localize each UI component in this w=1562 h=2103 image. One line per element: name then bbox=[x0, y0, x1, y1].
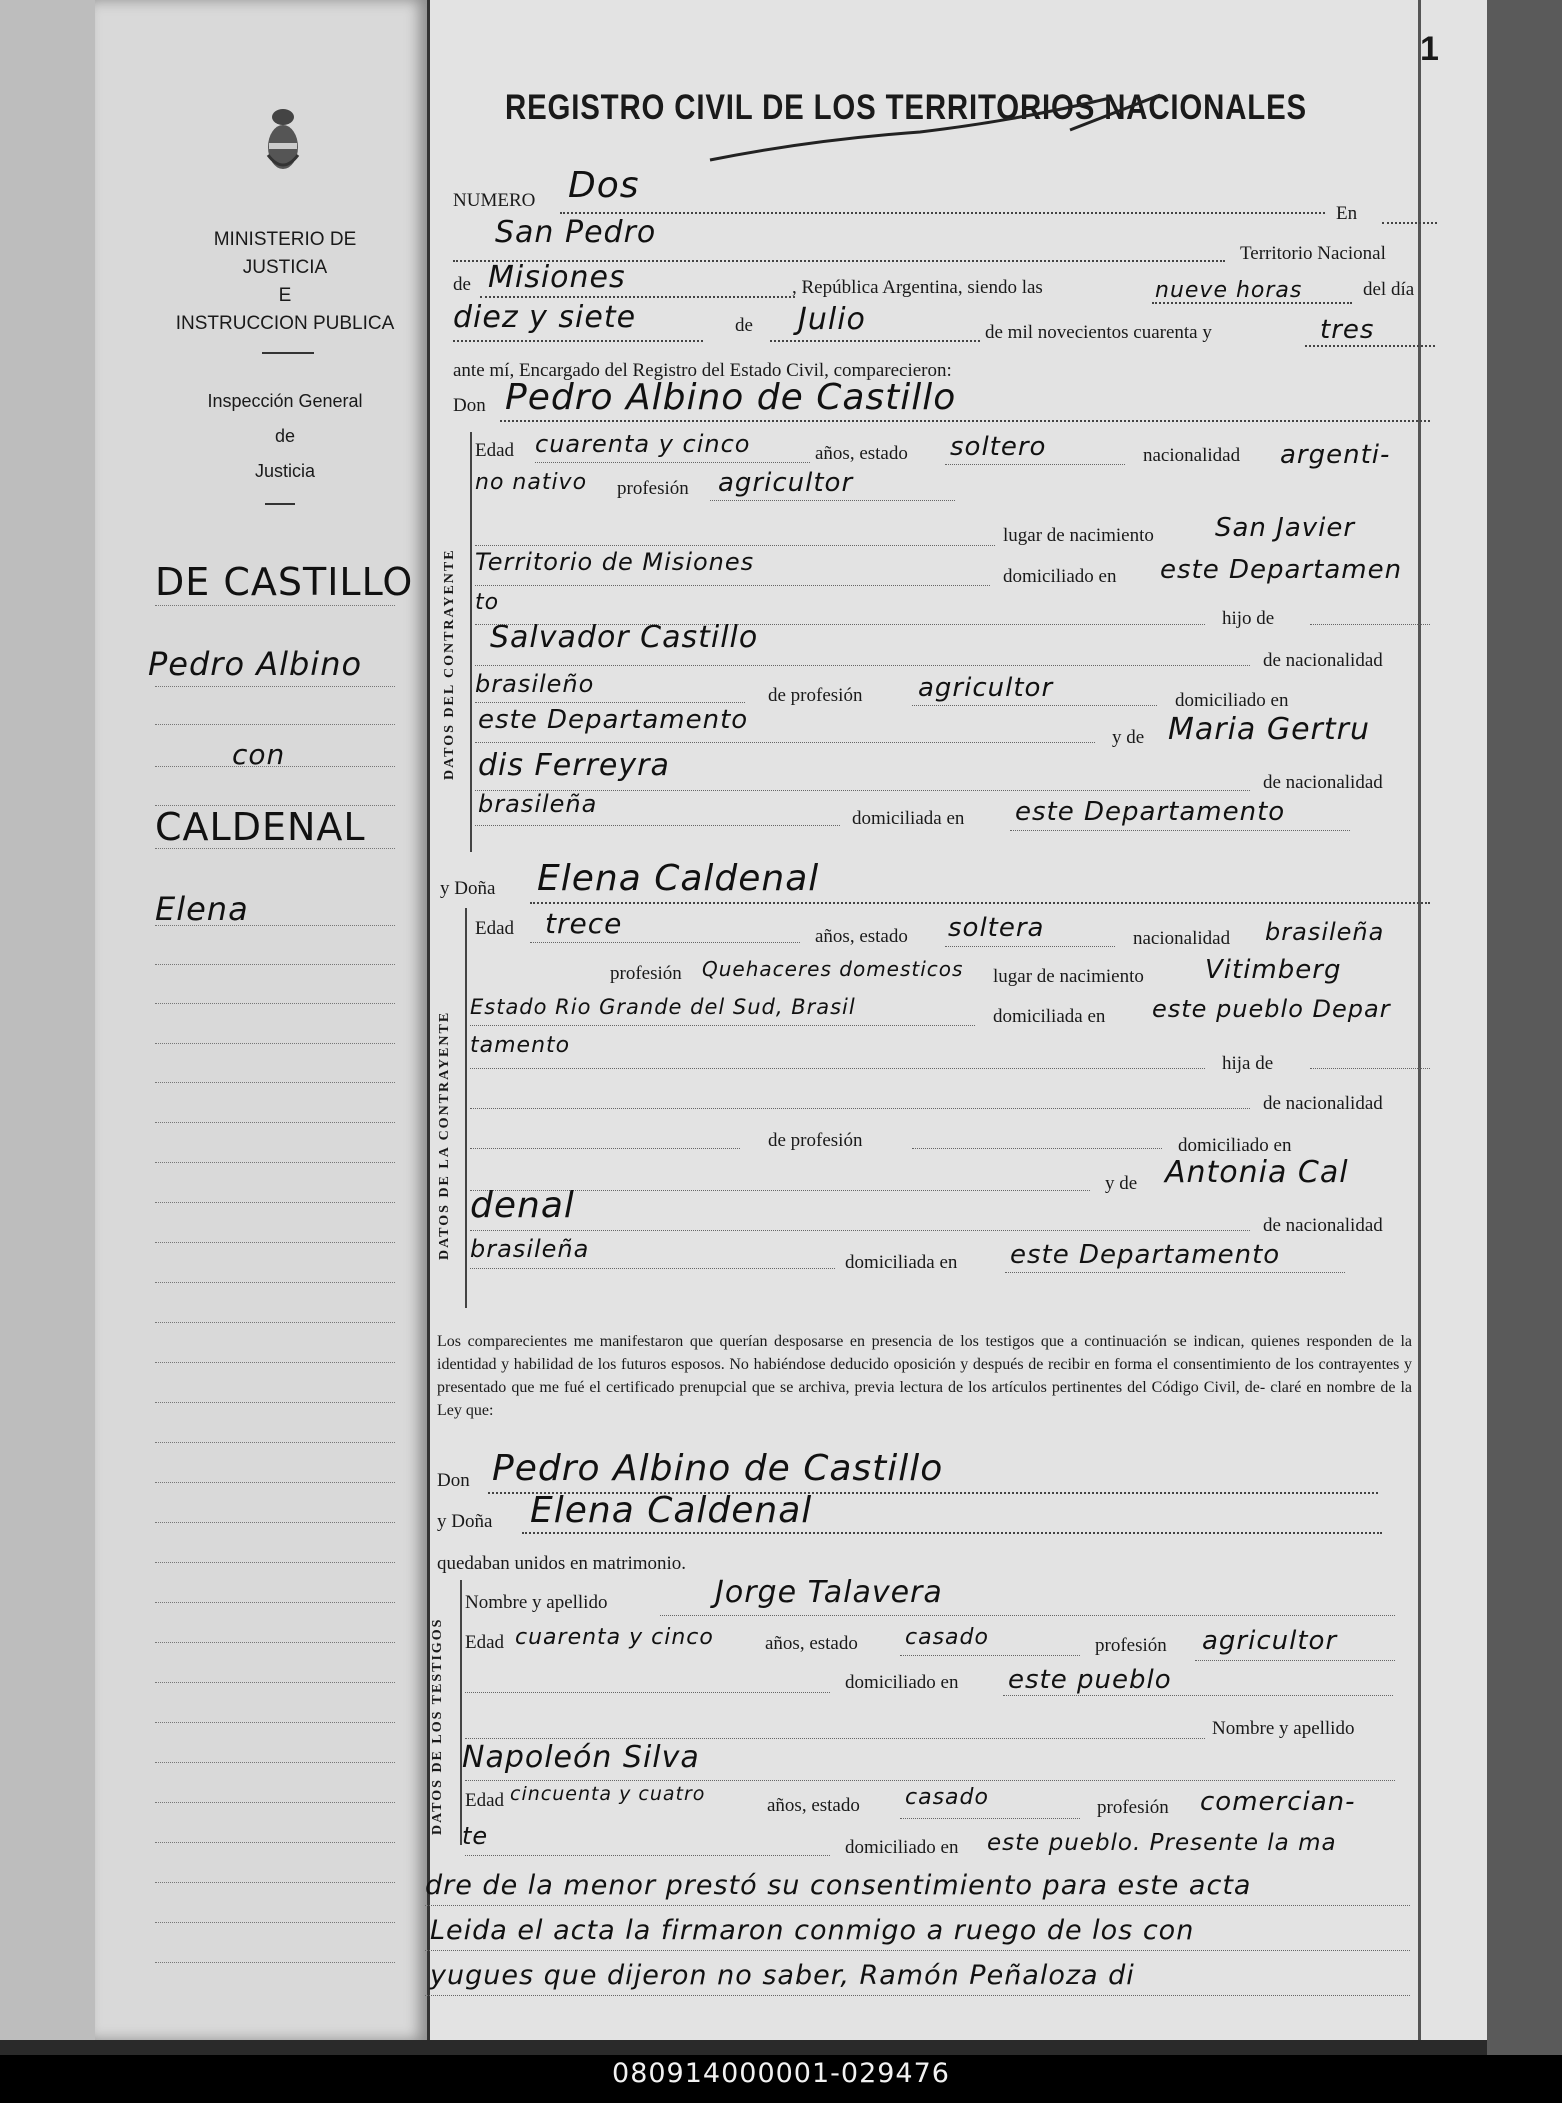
fill-line bbox=[465, 1738, 1205, 1739]
margin-line bbox=[155, 1282, 395, 1283]
section-label-contrayenta: DATOS DE LA CONTRAYENTE bbox=[437, 1010, 452, 1260]
lugar-value: San Pedro bbox=[495, 215, 657, 250]
groom-father-domicile: este Departamento bbox=[478, 705, 749, 735]
groom-nationality-cont: no nativo bbox=[475, 470, 588, 495]
ministry-line: E bbox=[278, 285, 292, 306]
don-label: Don bbox=[437, 1470, 470, 1491]
margin-line bbox=[155, 1922, 395, 1923]
fill-line bbox=[475, 585, 990, 586]
union-bride: Elena Caldenal bbox=[530, 1490, 813, 1531]
fill-line bbox=[470, 1108, 1250, 1109]
groom-mother: Maria Gertru bbox=[1168, 712, 1371, 747]
margin-line bbox=[155, 605, 395, 606]
don-label: Don bbox=[453, 395, 486, 416]
margin-line bbox=[155, 1962, 395, 1963]
margin-line bbox=[155, 1842, 395, 1843]
groom-profession: agricultor bbox=[718, 468, 854, 498]
witness1-domicile: este pueblo bbox=[1008, 1665, 1172, 1695]
groom-father-nationality: brasileño bbox=[475, 670, 595, 698]
republica-label: , República Argentina, siendo las bbox=[792, 277, 1043, 298]
domiciliada-label: domiciliada en bbox=[852, 808, 965, 829]
fill-line bbox=[660, 1615, 1395, 1616]
dona-label: y Doña bbox=[437, 1511, 493, 1532]
bride-birthplace: Vitimberg bbox=[1205, 955, 1342, 985]
fill-line bbox=[912, 1148, 1162, 1149]
fill-line bbox=[912, 705, 1157, 706]
anos-estado-label: años, estado bbox=[765, 1633, 858, 1654]
margin-line bbox=[155, 1362, 395, 1363]
fill-line bbox=[1195, 1660, 1395, 1661]
domiciliado-label: domiciliado en bbox=[1175, 690, 1289, 711]
fill-line bbox=[1005, 1272, 1345, 1273]
fill-line bbox=[500, 420, 1430, 422]
groom-mother-nationality: brasileña bbox=[478, 790, 598, 818]
margin-line bbox=[155, 1162, 395, 1163]
bride-mother: Antonia Cal bbox=[1165, 1155, 1349, 1190]
margin-line bbox=[155, 686, 395, 687]
closing-line: yugues que dijeron no saber, Ramón Peñaloza di bbox=[430, 1960, 1135, 1991]
domiciliado-label: domiciliado en bbox=[1178, 1135, 1292, 1156]
witness1-age: cuarenta y cinco bbox=[515, 1625, 714, 1650]
groom-birthplace: San Javier bbox=[1215, 513, 1356, 543]
document-title: REGISTRO CIVIL DE LOS TERRITORIOS NACIONALES bbox=[505, 88, 1307, 127]
groom-age: cuarenta y cinco bbox=[535, 430, 751, 458]
witness2-domicile: este pueblo. Presente la ma bbox=[987, 1830, 1337, 1856]
edad-label: Edad bbox=[465, 1790, 505, 1811]
margin-line bbox=[155, 1762, 395, 1763]
edad-label: Edad bbox=[475, 440, 515, 461]
margin-line bbox=[155, 1043, 395, 1044]
bride-mother-domicile: este Departamento bbox=[1010, 1240, 1281, 1270]
groom-domicile: este Departamen bbox=[1160, 555, 1403, 585]
witness1-profession: agricultor bbox=[1202, 1626, 1338, 1656]
margin-line bbox=[155, 1802, 395, 1803]
edad-label: Edad bbox=[465, 1632, 505, 1653]
divider bbox=[265, 503, 295, 505]
page-number: 1 bbox=[1420, 30, 1439, 68]
domiciliado-label: domiciliado en bbox=[845, 1837, 959, 1858]
ante-label: ante mí, Encargado del Registro del Estado Civil, comparecieron: bbox=[453, 360, 952, 381]
section-bracket bbox=[470, 432, 472, 852]
margin-line bbox=[155, 1682, 395, 1683]
groom-mother-cont: dis Ferreyra bbox=[478, 748, 670, 783]
quedaban-label: quedaban unidos en matrimonio. bbox=[437, 1553, 687, 1574]
lugar-nac-label: lugar de nacimiento bbox=[993, 966, 1144, 987]
fill-line bbox=[900, 1655, 1080, 1656]
bride-profession: Quehaceres domesticos bbox=[702, 957, 964, 981]
groom-name: Pedro Albino de Castillo bbox=[505, 377, 957, 418]
margin-line bbox=[155, 1562, 395, 1563]
bride-domicile: este pueblo Depar bbox=[1152, 995, 1391, 1023]
left-page-edge bbox=[0, 0, 95, 2040]
fill-line bbox=[530, 902, 1430, 904]
fill-line bbox=[1152, 302, 1352, 304]
ministry-heading bbox=[170, 226, 400, 338]
nacionalidad-label: nacionalidad bbox=[1133, 928, 1231, 949]
fill-line bbox=[475, 702, 745, 703]
union-groom: Pedro Albino de Castillo bbox=[492, 1448, 944, 1489]
title-pen-stroke bbox=[690, 90, 1190, 170]
fill-line bbox=[1003, 1695, 1393, 1696]
inspection-line: de bbox=[274, 426, 296, 446]
margin-line bbox=[155, 1482, 395, 1483]
fill-line bbox=[900, 1818, 1080, 1819]
anos-estado-label: años, estado bbox=[815, 443, 908, 464]
witness1-name: Jorge Talavera bbox=[715, 1575, 943, 1610]
profesion-label: profesión bbox=[1095, 1635, 1167, 1656]
nombre-apellido-label: Nombre y apellido bbox=[1212, 1718, 1355, 1739]
inspection-line: Inspección General bbox=[207, 391, 363, 411]
margin-line bbox=[155, 766, 395, 767]
inspection-line: Justicia bbox=[254, 461, 316, 481]
document-id: 080914000001-029476 bbox=[612, 2058, 950, 2089]
anio-value: tres bbox=[1320, 315, 1375, 345]
closing-line: dre de la menor prestó su consentimiento para este acta bbox=[425, 1870, 1252, 1901]
section-bracket bbox=[465, 908, 467, 1308]
ministry-line: MINISTERIO DE JUSTICIA bbox=[213, 229, 357, 278]
margin-name-bride: Elena bbox=[155, 890, 249, 928]
fill-line bbox=[465, 1692, 830, 1693]
horas-value: nueve horas bbox=[1155, 278, 1303, 303]
margin-name-groom: Pedro Albino bbox=[148, 645, 363, 683]
bride-age: trece bbox=[545, 907, 623, 940]
fill-line bbox=[470, 1268, 835, 1269]
fill-line bbox=[945, 464, 1125, 465]
fill-line bbox=[1305, 345, 1435, 347]
de-profesion-label: de profesión bbox=[768, 685, 863, 706]
margin-line bbox=[155, 1082, 395, 1083]
fill-line bbox=[1310, 624, 1430, 625]
coat-of-arms-icon bbox=[263, 105, 303, 175]
domiciliado-label: domiciliado en bbox=[845, 1672, 959, 1693]
de-nacionalidad-label: de nacionalidad bbox=[1263, 650, 1383, 671]
margin-line bbox=[155, 724, 395, 725]
margin-line bbox=[155, 1322, 395, 1323]
fill-line bbox=[425, 1995, 1410, 1996]
fill-line bbox=[560, 212, 1325, 214]
fill-line bbox=[475, 545, 995, 546]
margin-line bbox=[155, 1882, 395, 1883]
dona-label: y Doña bbox=[440, 878, 496, 899]
anos-estado-label: años, estado bbox=[767, 1795, 860, 1816]
fill-line bbox=[1310, 1068, 1430, 1069]
margin-line bbox=[155, 1202, 395, 1203]
declaration-paragraph: Los comparecientes me manifestaron que querían desposarse en presencia de los testigos que a continuación se indican, quienes responden de la identidad y habilidad de los futuros esposos. No habiéndose deducido oposición y después de recibir en forma el consentimiento de los contrayentes y presentado que me fué el certificado prenupcial que se archiva, previa lectura de los artículos pertinentes del Código Civil, de- claré en nombre de la Ley que: bbox=[437, 1333, 1412, 1419]
hijo-label: hijo de bbox=[1222, 608, 1275, 629]
de-label: de bbox=[453, 274, 471, 295]
fill-line bbox=[945, 946, 1115, 947]
de-nacionalidad-label: de nacionalidad bbox=[1263, 1215, 1383, 1236]
fill-line bbox=[465, 1855, 830, 1856]
fill-line bbox=[475, 665, 1250, 666]
domiciliada-label: domiciliada en bbox=[845, 1252, 958, 1273]
groom-mother-domicile: este Departamento bbox=[1015, 797, 1286, 827]
nombre-apellido-label: Nombre y apellido bbox=[465, 1592, 608, 1613]
fill-line bbox=[480, 296, 795, 298]
witness2-status: casado bbox=[905, 1785, 989, 1810]
fill-line bbox=[475, 742, 1095, 743]
margin-surname-groom: DE CASTILLO bbox=[155, 560, 414, 604]
closing-line: Leida el acta la firmaron conmigo a ruego de los con bbox=[430, 1915, 1195, 1946]
en-label: En bbox=[1336, 203, 1358, 224]
bride-mother-nationality: brasileña bbox=[470, 1235, 590, 1263]
del-dia-label: del día bbox=[1363, 279, 1415, 300]
fill-line bbox=[522, 1532, 1382, 1534]
fill-line bbox=[425, 1905, 1410, 1906]
profesion-label: profesión bbox=[617, 478, 689, 499]
right-margin-rule bbox=[1418, 0, 1421, 2040]
mil-label: de mil novecientos cuarenta y bbox=[985, 322, 1212, 343]
fill-line bbox=[770, 340, 980, 342]
hija-label: hija de bbox=[1222, 1053, 1274, 1074]
margin-line bbox=[155, 964, 395, 965]
margin-line bbox=[155, 1522, 395, 1523]
margin-line bbox=[155, 848, 395, 849]
domiciliado-label: domiciliado en bbox=[1003, 566, 1117, 587]
witness2-name: Napoleón Silva bbox=[462, 1740, 700, 1775]
fill-line bbox=[453, 340, 703, 342]
margin-line bbox=[155, 1122, 395, 1123]
domiciliada-label: domiciliada en bbox=[993, 1006, 1106, 1027]
margin-line bbox=[155, 1242, 395, 1243]
bride-name: Elena Caldenal bbox=[537, 858, 820, 899]
numero-label: NUMERO bbox=[453, 190, 536, 211]
profesion-label: profesión bbox=[610, 963, 682, 984]
fill-line bbox=[710, 500, 955, 501]
witness2-age: cincuenta y cuatro bbox=[510, 1783, 706, 1805]
margin-surname-bride: CALDENAL bbox=[155, 805, 366, 849]
groom-nationality: argenti- bbox=[1280, 440, 1391, 470]
margin-line bbox=[155, 805, 395, 806]
anos-estado-label: años, estado bbox=[815, 926, 908, 947]
witness2-profession-cont: te bbox=[462, 1822, 489, 1850]
margin-line bbox=[155, 1602, 395, 1603]
groom-father: Salvador Castillo bbox=[490, 620, 759, 655]
de-profesion-label: de profesión bbox=[768, 1130, 863, 1151]
bride-nationality: brasileña bbox=[1265, 918, 1385, 946]
fill-line bbox=[470, 1148, 740, 1149]
book-spine bbox=[1487, 0, 1562, 2055]
fill-line bbox=[535, 462, 810, 463]
de-nacionalidad-label: de nacionalidad bbox=[1263, 772, 1383, 793]
mes-value: Julio bbox=[798, 302, 866, 337]
margin-line bbox=[155, 1442, 395, 1443]
profesion-label: profesión bbox=[1097, 1797, 1169, 1818]
territorio-value: Misiones bbox=[488, 260, 626, 295]
dia-value: diez y siete bbox=[453, 300, 637, 335]
section-label-contrayente: DATOS DEL CONTRAYENTE bbox=[442, 548, 457, 780]
margin-line bbox=[155, 1642, 395, 1643]
bride-domicile-cont: tamento bbox=[470, 1033, 571, 1058]
groom-birthplace-cont: Territorio de Misiones bbox=[475, 548, 755, 576]
fill-line bbox=[470, 1230, 1250, 1231]
inspection-heading bbox=[170, 384, 400, 489]
fill-line bbox=[1010, 830, 1350, 831]
margin-con: con bbox=[232, 738, 286, 771]
fill-line bbox=[1382, 222, 1437, 224]
fill-line bbox=[475, 825, 840, 826]
margin-line bbox=[155, 1003, 395, 1004]
edad-label: Edad bbox=[475, 918, 515, 939]
fill-line bbox=[470, 1068, 1205, 1069]
territorio-label: Territorio Nacional bbox=[1240, 243, 1386, 264]
fill-line bbox=[470, 1025, 975, 1026]
nacionalidad-label: nacionalidad bbox=[1143, 445, 1241, 466]
numero-value: Dos bbox=[568, 165, 640, 206]
de-label: de bbox=[735, 315, 753, 336]
fill-line bbox=[530, 942, 800, 943]
groom-father-profession: agricultor bbox=[918, 673, 1054, 703]
bride-birthplace-cont: Estado Rio Grande del Sud, Brasil bbox=[470, 995, 856, 1019]
bride-mother-cont: denal bbox=[470, 1185, 575, 1226]
section-bracket bbox=[460, 1580, 462, 1845]
margin-line bbox=[155, 925, 395, 926]
fill-line bbox=[465, 1780, 1395, 1781]
ministry-line: INSTRUCCION PUBLICA bbox=[175, 313, 395, 334]
witness2-profession: comercian- bbox=[1200, 1787, 1356, 1817]
y-de-label: y de bbox=[1112, 727, 1145, 748]
witness1-status: casado bbox=[905, 1625, 989, 1650]
margin-line bbox=[155, 1722, 395, 1723]
lugar-nac-label: lugar de nacimiento bbox=[1003, 525, 1154, 546]
y-de-label: y de bbox=[1105, 1173, 1138, 1194]
divider bbox=[262, 352, 314, 354]
section-label-testigos: DATOS DE LOS TESTIGOS bbox=[430, 1617, 445, 1835]
fill-line bbox=[425, 1950, 1410, 1951]
groom-domicile-cont: to bbox=[475, 590, 500, 615]
de-nacionalidad-label: de nacionalidad bbox=[1263, 1093, 1383, 1114]
bride-status: soltera bbox=[948, 913, 1045, 943]
groom-status: soltero bbox=[950, 432, 1047, 462]
margin-line bbox=[155, 1402, 395, 1403]
